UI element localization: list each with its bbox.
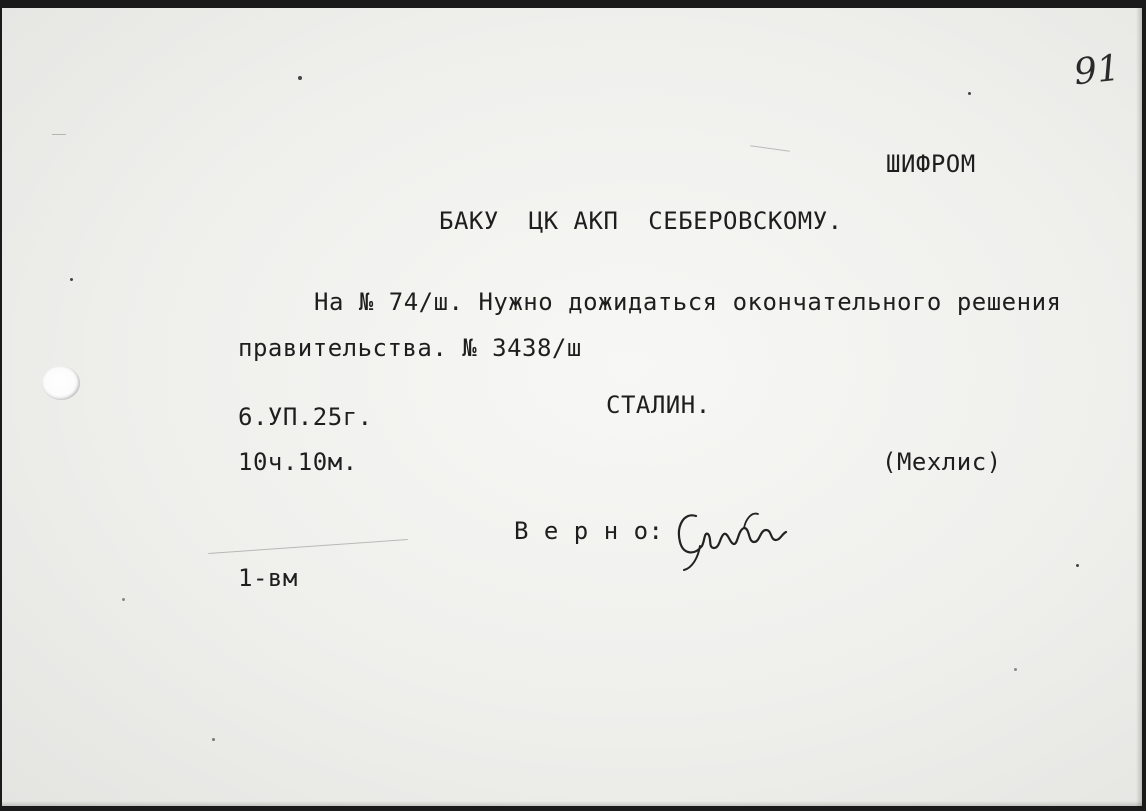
- paper-speck: [70, 278, 73, 281]
- body-line-2: правительства. № 3438/ш: [238, 334, 582, 362]
- paper-scratch: [208, 539, 408, 554]
- cipher-header: ШИФРОМ: [886, 150, 976, 178]
- addressee-line: БАКУ ЦК АКП СЕБЕРОВСКОМУ.: [439, 207, 843, 235]
- paper-speck: [1076, 564, 1079, 567]
- document-page: [2, 8, 1142, 806]
- punch-hole: [42, 366, 80, 400]
- page-number: 91: [1071, 47, 1122, 94]
- sender-note: (Мехлис): [882, 448, 1002, 476]
- body-line-1: На № 74/ш. Нужно дожидаться окончательного решения: [314, 288, 1062, 316]
- verified-label: В е р н о:: [514, 517, 664, 545]
- paper-speck: [122, 598, 125, 601]
- paper-speck: [298, 76, 302, 80]
- paper-speck: [968, 92, 971, 95]
- paper-speck: [212, 738, 215, 741]
- page-edge-shadow: [1136, 8, 1142, 806]
- paper-speck: [1014, 668, 1017, 671]
- paper-scratch: [52, 134, 66, 135]
- paper-scratch: [750, 145, 790, 152]
- page-edge-shadow: [2, 801, 1142, 806]
- copy-note: 1-вм: [238, 564, 298, 592]
- date-line: 6.УП.25г.: [238, 403, 373, 431]
- time-line: 10ч.10м.: [238, 448, 358, 476]
- signer-name: СТАЛИН.: [606, 391, 711, 419]
- handwritten-signature: [674, 504, 794, 574]
